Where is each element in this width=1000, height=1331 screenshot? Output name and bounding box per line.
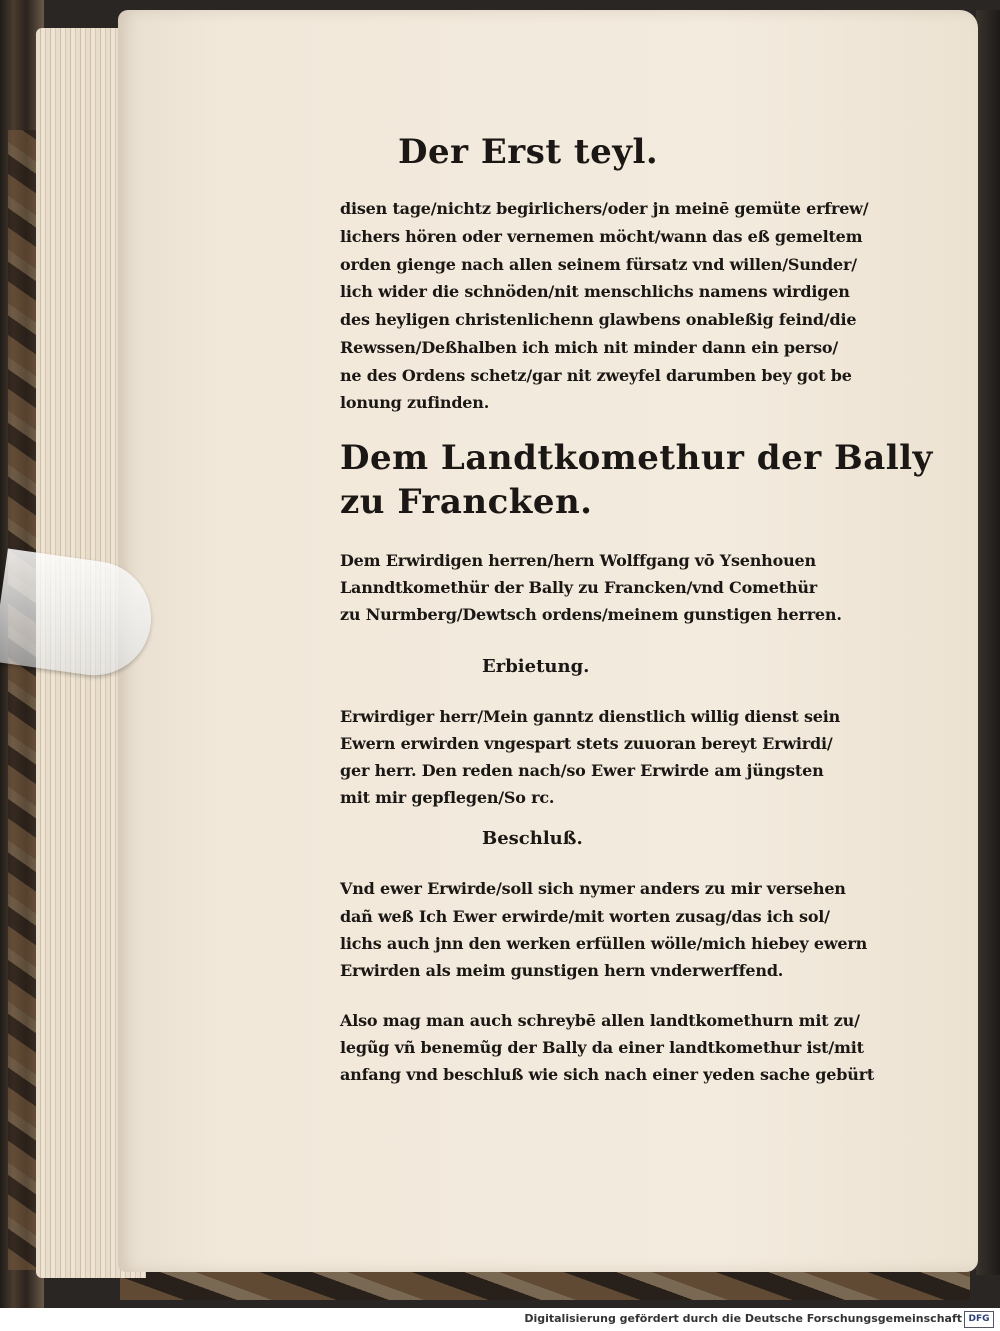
text-line: dañ weß Ich Ewer erwirde/mit worten zusag/das ich sol/ <box>340 907 830 926</box>
text-line: des heyligen christenlichenn glawbens onableßig feind/die <box>340 310 857 329</box>
text-line: lich wider die schnöden/nit menschlichs namens wirdigen <box>340 282 850 301</box>
subheading-erbietung: Erbietung. <box>482 656 590 677</box>
text-line: ne des Ordens schetz/gar nit zweyfel darumben bey got be <box>340 366 852 385</box>
text-line: zu Nurmberg/Dewtsch ordens/meinem gunstigen herren. <box>340 605 842 624</box>
marbled-edge-left <box>8 130 38 1270</box>
footer-bar <box>0 1308 1000 1331</box>
footer-credit: Digitalisierung gefördert durch die Deutsche Forschungsgemeinschaft <box>524 1312 962 1325</box>
text-line: Ewern erwirden vngespart stets zuuoran bereyt Erwirdi/ <box>340 734 833 753</box>
text-line: Rewssen/Deßhalben ich mich nit minder dann ein perso/ <box>340 338 839 357</box>
text-line: Vnd ewer Erwirde/soll sich nymer anders zu mir versehen <box>340 879 846 898</box>
text-line: anfang vnd beschluß wie sich nach einer yeden sache gebürt <box>340 1065 875 1084</box>
book-cover-right <box>976 10 1000 1275</box>
text-line: lonung zufinden. <box>340 393 490 412</box>
text-line: Erwirdiger herr/Mein ganntz dienstlich willig dienst sein <box>340 707 841 726</box>
page-heading: Der Erst teyl. <box>398 132 659 172</box>
dfg-logo: DFG <box>964 1311 994 1328</box>
marbled-edge-bottom <box>120 1270 970 1300</box>
section-heading-line-2: zu Francken. <box>340 482 593 522</box>
text-line: disen tage/nichtz begirlichers/oder jn meinē gemüte erfrew/ <box>340 199 869 218</box>
text-line: Erwirden als meim gunstigen hern vnderwerffend. <box>340 961 784 980</box>
text-line: lichers hören oder vernemen möcht/wann das eß gemeltem <box>340 227 863 246</box>
text-line: Dem Erwirdigen herren/hern Wolffgang vō Ysenhouen <box>340 551 816 570</box>
text-line: legũg vñ benemũg der Bally da einer landtkomethur ist/mit <box>340 1038 864 1057</box>
text-line: Lanndtkomethür der Bally zu Francken/vnd Comethür <box>340 578 818 597</box>
text-line: mit mir gepflegen/So rc. <box>340 788 555 807</box>
text-line: lichs auch jnn den werken erfüllen wölle/mich hiebey ewern <box>340 934 868 953</box>
text-line: ger herr. Den reden nach/so Ewer Erwirde am jüngsten <box>340 761 824 780</box>
text-line: orden gienge nach allen seinem fürsatz vnd willen/Sunder/ <box>340 255 857 274</box>
text-line: Also mag man auch schreybē allen landtkomethurn mit zu/ <box>340 1011 860 1030</box>
section-heading-line-1: Dem Landtkomethur der Bally <box>340 438 933 478</box>
subheading-beschluss: Beschluß. <box>482 828 583 849</box>
